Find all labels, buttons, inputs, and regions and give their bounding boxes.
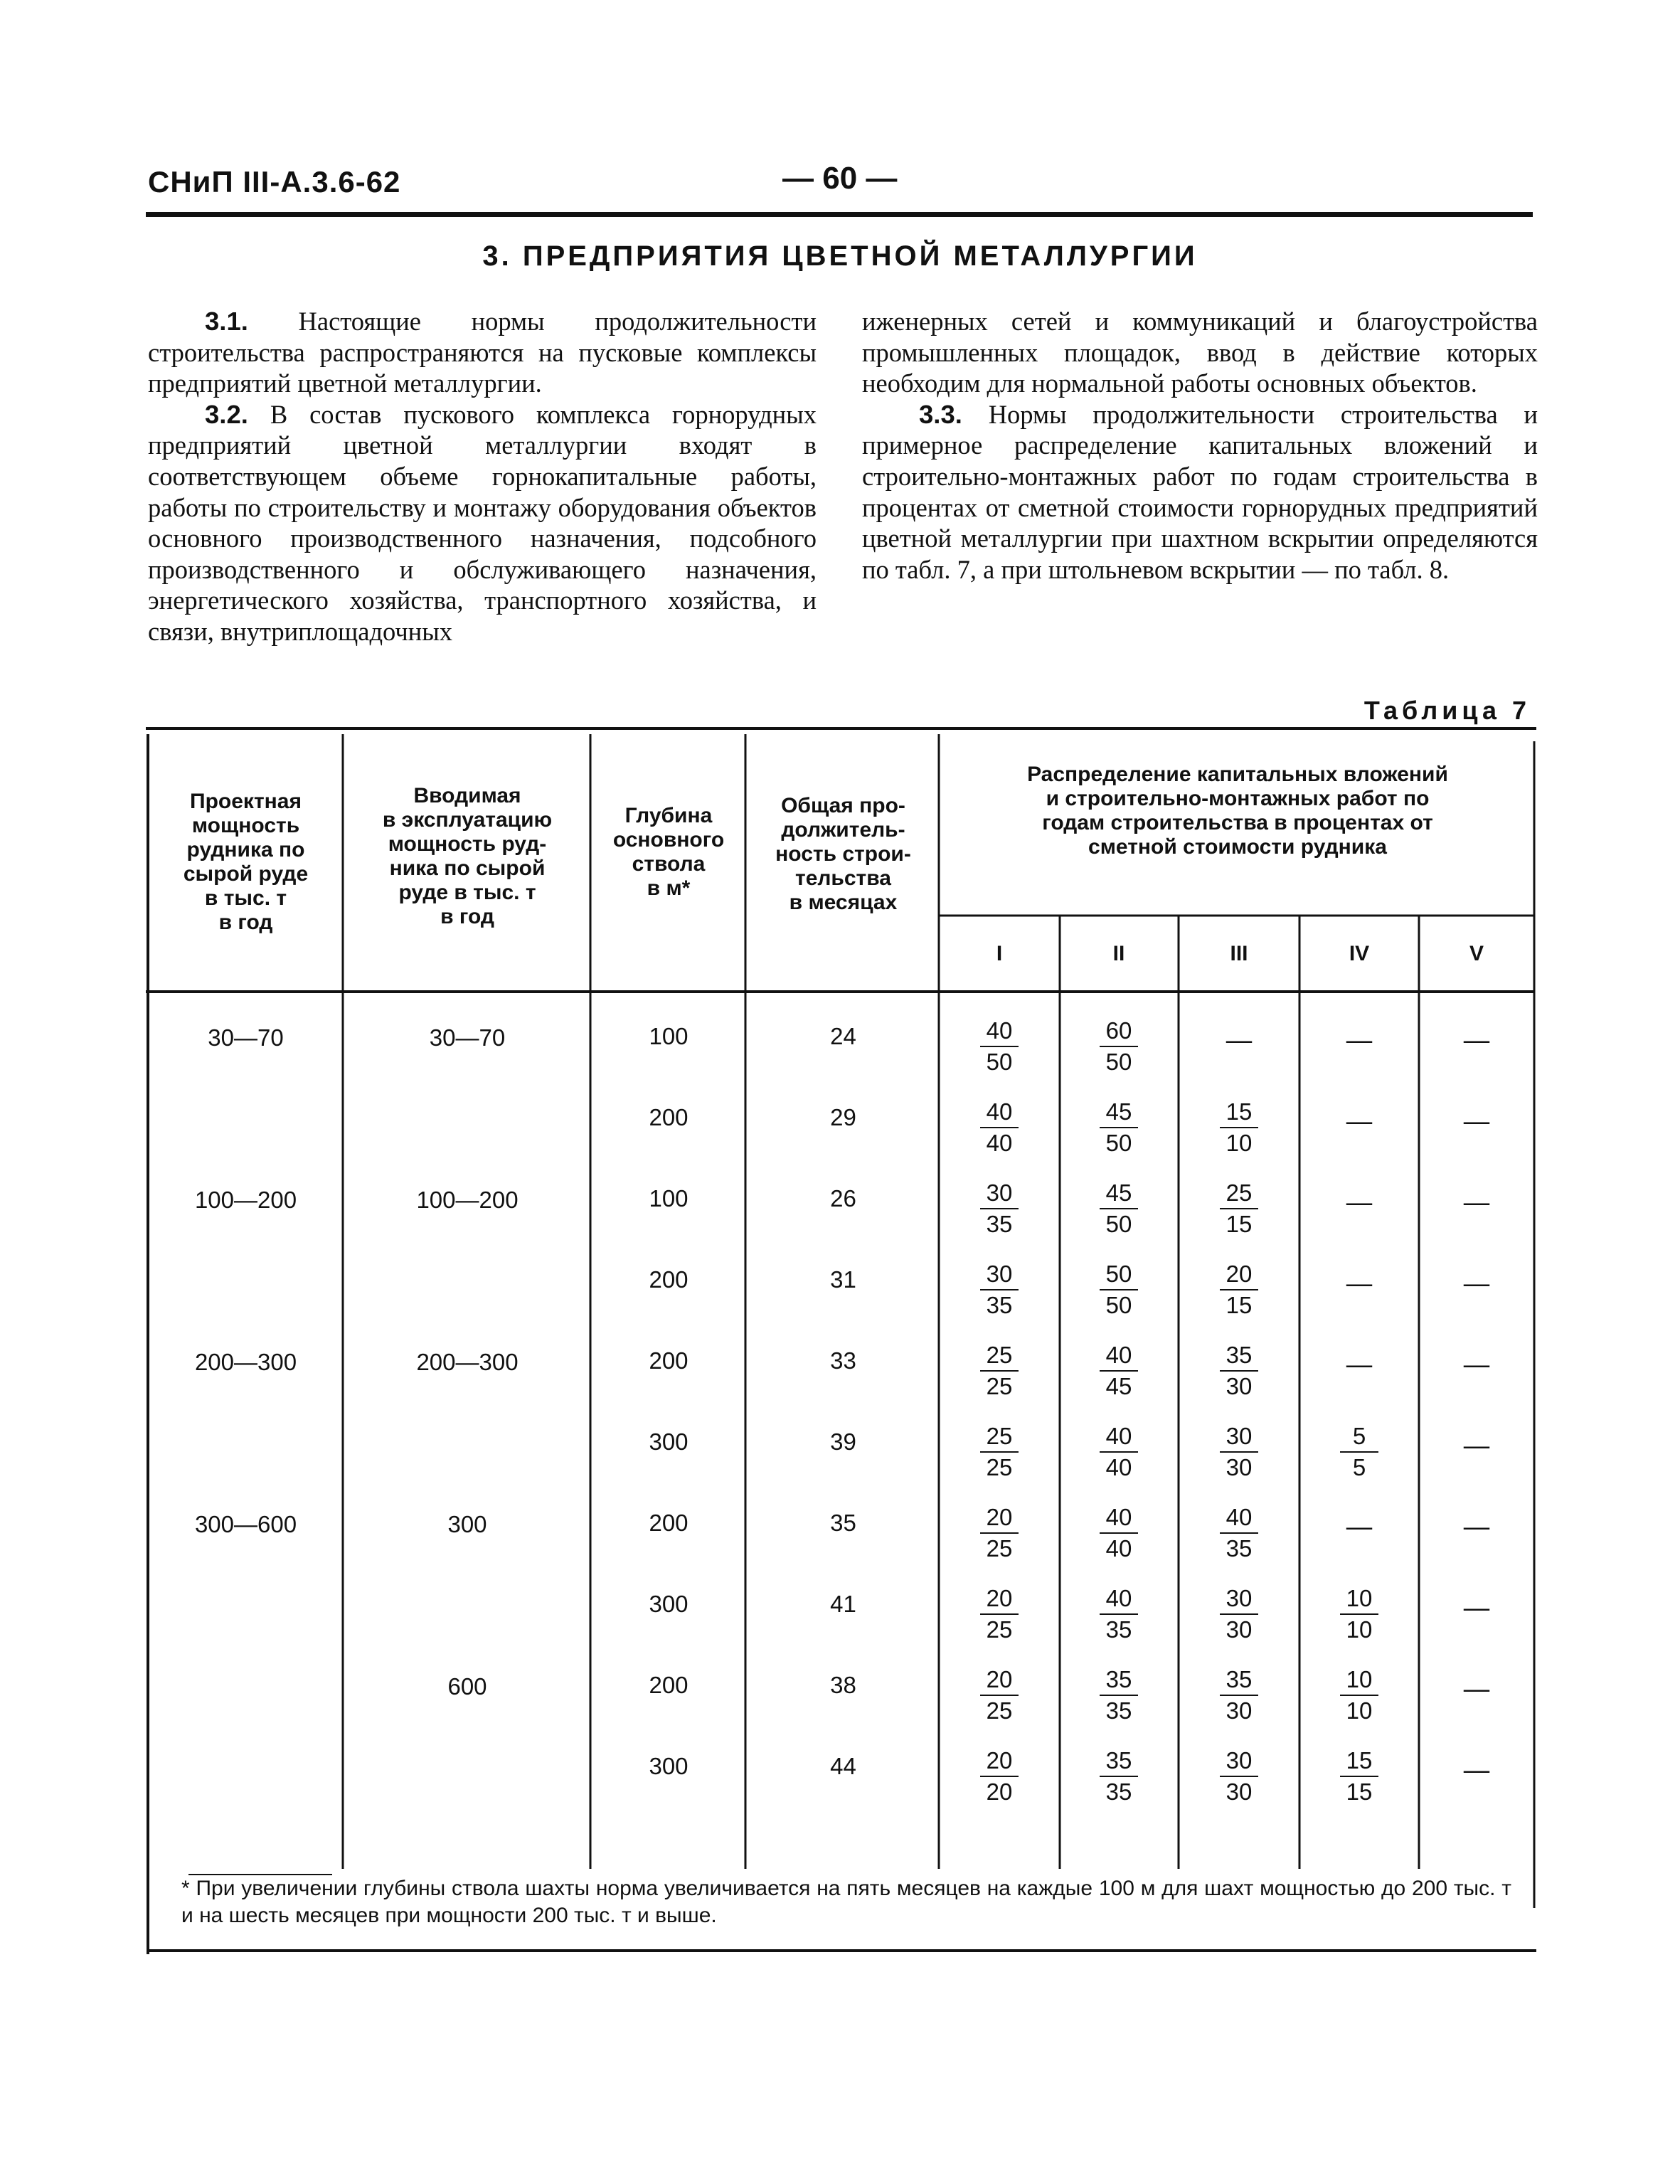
- header-line: сырой руде: [183, 862, 309, 886]
- header-line: в м*: [647, 876, 691, 900]
- fraction-construction: 15: [1226, 1211, 1253, 1237]
- cell-year-5-empty: —: [1464, 1674, 1489, 1702]
- cell-year-2-fraction: [1076, 1097, 1161, 1158]
- header-line: Глубина: [624, 804, 713, 827]
- header-line: и строительно-монтажных работ по: [1046, 787, 1430, 810]
- header-year-ii: II: [1112, 942, 1125, 965]
- document-code: СНиП III-А.3.6-62: [148, 165, 401, 198]
- cell-months: 24: [830, 1023, 856, 1049]
- fraction-capital: 10: [1340, 1665, 1378, 1696]
- header-line: Вводимая: [413, 784, 521, 807]
- fraction-construction: 15: [1346, 1779, 1373, 1805]
- cell-months: 38: [830, 1672, 856, 1698]
- cell-months: 26: [830, 1185, 856, 1212]
- header-line: ника по сырой: [389, 857, 546, 880]
- cell-months: 41: [830, 1591, 856, 1617]
- fraction-construction: 15: [1226, 1292, 1253, 1318]
- header-line: в тыс. т: [204, 886, 287, 910]
- fraction-construction: 5: [1352, 1454, 1366, 1480]
- cell-year-3-fraction: [1196, 1665, 1282, 1726]
- fraction-capital: 40: [1100, 1584, 1138, 1615]
- cell-depth: 300: [649, 1753, 689, 1779]
- header-distribution-group: [942, 763, 1533, 859]
- cell-year-4-fraction: [1317, 1584, 1402, 1645]
- header-line: годам строительства в процентах от: [1042, 811, 1433, 834]
- header-line: Проектная: [190, 790, 302, 813]
- cell-year-4-empty: —: [1346, 1350, 1372, 1378]
- fraction-capital: 30: [980, 1178, 1019, 1209]
- cell-year-2-fraction: [1076, 1584, 1161, 1645]
- header-line: ствола: [632, 852, 706, 876]
- header-year-iv: IV: [1349, 942, 1370, 965]
- fraction-capital: 35: [1100, 1746, 1138, 1777]
- cell-year-1-fraction: [957, 1259, 1042, 1320]
- paragraph-3-1: [148, 306, 817, 399]
- cell-year-1-fraction: [957, 1097, 1042, 1158]
- cell-year-3-fraction: [1196, 1502, 1282, 1564]
- header-rule: [146, 212, 1533, 217]
- fraction-capital: 20: [980, 1584, 1019, 1615]
- header-line: руде в тыс. т: [398, 881, 536, 904]
- cell-year-2-fraction: [1076, 1016, 1161, 1077]
- fraction-capital: 45: [1100, 1178, 1138, 1209]
- cell-months: 44: [830, 1753, 856, 1779]
- fraction-construction: 30: [1226, 1697, 1253, 1724]
- fraction-construction: 10: [1346, 1697, 1373, 1724]
- cell-year-4-fraction: [1317, 1421, 1402, 1483]
- header-design-capacity: [151, 790, 340, 935]
- fraction-construction: 35: [1105, 1697, 1132, 1724]
- cell-design: 100—200: [194, 1187, 297, 1213]
- cell-input: 600: [447, 1673, 487, 1700]
- cell-year-5-empty: —: [1464, 1755, 1489, 1783]
- cell-year-5-empty: —: [1464, 1350, 1489, 1378]
- fraction-capital: 35: [1100, 1665, 1138, 1696]
- fraction-capital: 30: [1220, 1584, 1258, 1615]
- fraction-capital: 30: [980, 1259, 1019, 1290]
- fraction-construction: 10: [1346, 1616, 1373, 1643]
- fraction-construction: 40: [1105, 1535, 1132, 1562]
- cell-year-2-fraction: [1076, 1259, 1161, 1320]
- cell-year-2-fraction: [1076, 1502, 1161, 1564]
- cell-year-5-empty: —: [1464, 1106, 1489, 1135]
- cell-months: 35: [830, 1510, 856, 1536]
- fraction-capital: 35: [1220, 1340, 1258, 1372]
- page-number: — 60 —: [782, 161, 898, 196]
- cell-year-4-fraction: [1317, 1746, 1402, 1807]
- header-year-i: I: [996, 942, 1003, 965]
- cell-year-2-fraction: [1076, 1665, 1161, 1726]
- fraction-construction: 35: [1105, 1779, 1132, 1805]
- cell-depth: 200: [649, 1104, 689, 1130]
- fraction-capital: 5: [1340, 1421, 1378, 1453]
- fraction-construction: 20: [986, 1779, 1013, 1805]
- cell-year-2-fraction: [1076, 1340, 1161, 1401]
- fraction-capital: 45: [1100, 1097, 1138, 1128]
- cell-year-4-empty: —: [1346, 1025, 1372, 1054]
- cell-design: 200—300: [194, 1349, 297, 1375]
- section-title: 3. ПРЕДПРИЯТИЯ ЦВЕТНОЙ МЕТАЛЛУРГИИ: [482, 240, 1198, 272]
- fraction-capital: 60: [1100, 1016, 1138, 1047]
- cell-year-4-empty: —: [1346, 1268, 1372, 1297]
- cell-year-3-fraction: [1196, 1178, 1282, 1239]
- cell-depth: 200: [649, 1510, 689, 1536]
- header-line: в эксплуатацию: [382, 808, 553, 832]
- paragraph-number: 3.3.: [919, 399, 962, 429]
- fraction-construction: 25: [986, 1454, 1013, 1480]
- cell-year-5-empty: —: [1464, 1187, 1489, 1216]
- cell-year-2-fraction: [1076, 1178, 1161, 1239]
- cell-depth: 300: [649, 1591, 689, 1617]
- header-line: сметной стоимости рудника: [1088, 835, 1387, 859]
- header-line: Общая про-: [781, 794, 905, 817]
- fraction-capital: 40: [980, 1097, 1019, 1128]
- header-year-iii: III: [1230, 942, 1248, 965]
- header-year-v: V: [1469, 942, 1484, 965]
- paragraph-3-2-continued: иженерных сетей и коммуникаций и благоустройства промышленных площадок, ввод в действие которых необходим для нормальной работы основных объектов.: [862, 307, 1538, 398]
- cell-year-3-fraction: [1196, 1259, 1282, 1320]
- fraction-construction: 25: [986, 1697, 1013, 1724]
- fraction-construction: 50: [1105, 1211, 1132, 1237]
- cell-input: 100—200: [416, 1187, 519, 1213]
- fraction-construction: 50: [986, 1049, 1013, 1075]
- cell-year-3-fraction: [1196, 1340, 1282, 1401]
- fraction-construction: 35: [986, 1292, 1013, 1318]
- cell-input: 30—70: [429, 1024, 506, 1051]
- cell-months: 29: [830, 1104, 856, 1130]
- cell-depth: 200: [649, 1672, 689, 1698]
- fraction-construction: 30: [1226, 1616, 1253, 1643]
- fraction-construction: 40: [1105, 1454, 1132, 1480]
- header-line: основного: [612, 828, 725, 852]
- cell-year-3-fraction: [1196, 1421, 1282, 1483]
- paragraph-text: В состав пускового комплекса горнорудных предприятий цветной металлургии входят в соответствующем объеме горнокапитальные работы, работы по строительству и монтажу оборудования объектов основного производственного назначения, подсобного производственного и обслуживающего назначения, энергетического хозяйства, транспортного хозяйства, и связи, внутриплощадочных: [148, 399, 817, 646]
- cell-year-5-empty: —: [1464, 1268, 1489, 1297]
- fraction-capital: 25: [980, 1340, 1019, 1372]
- cell-year-1-fraction: [957, 1340, 1042, 1401]
- fraction-construction: 25: [986, 1373, 1013, 1399]
- header-line: мощность руд-: [388, 832, 547, 856]
- cell-year-1-fraction: [957, 1016, 1042, 1077]
- cell-year-1-fraction: [957, 1746, 1042, 1807]
- fraction-capital: 15: [1340, 1746, 1378, 1777]
- fraction-construction: 35: [1226, 1535, 1253, 1562]
- fraction-capital: 40: [1220, 1502, 1258, 1534]
- fraction-capital: 40: [1100, 1502, 1138, 1534]
- fraction-construction: 40: [986, 1130, 1013, 1156]
- fraction-construction: 50: [1105, 1292, 1132, 1318]
- cell-depth: 300: [649, 1428, 689, 1455]
- paragraph-number: 3.2.: [205, 399, 248, 429]
- fraction-capital: 30: [1220, 1421, 1258, 1453]
- fraction-construction: 35: [1105, 1616, 1132, 1643]
- header-line: в год: [440, 905, 494, 928]
- table-footnote: * При увеличении глубины ствола шахты норма увеличивается на пять месяцев на каждые 100 м для шахт мощностью до 200 тыс. т и на шесть месяцев при мощности 200 тыс. т и выше.: [181, 1877, 1511, 1927]
- fraction-capital: 50: [1100, 1259, 1138, 1290]
- header-line: Распределение капитальных вложений: [1027, 763, 1448, 786]
- fraction-construction: 35: [986, 1211, 1013, 1237]
- cell-depth: 100: [649, 1185, 689, 1212]
- cell-input: 300: [447, 1511, 487, 1537]
- fraction-capital: 35: [1220, 1665, 1258, 1696]
- cell-year-1-fraction: [957, 1584, 1042, 1645]
- paragraph-number: 3.1.: [205, 307, 248, 336]
- fraction-capital: 20: [980, 1502, 1019, 1534]
- fraction-capital: 20: [980, 1746, 1019, 1777]
- table-caption: Таблица 7: [1363, 696, 1531, 725]
- fraction-construction: 30: [1226, 1454, 1253, 1480]
- fraction-construction: 10: [1226, 1130, 1253, 1156]
- cell-year-3-empty: —: [1226, 1025, 1252, 1054]
- fraction-capital: 20: [1220, 1259, 1258, 1290]
- cell-input: 200—300: [416, 1349, 519, 1375]
- cell-year-1-fraction: [957, 1421, 1042, 1483]
- paragraph-3-2: [148, 399, 817, 647]
- cell-design: 300—600: [194, 1511, 297, 1537]
- paragraph-text: Настоящие нормы продолжительности строительства распространяются на пусковые комплексы предприятий цветной металлургии.: [148, 307, 817, 398]
- cell-year-5-empty: —: [1464, 1593, 1489, 1621]
- cell-design: 30—70: [208, 1024, 284, 1051]
- cell-year-5-empty: —: [1464, 1025, 1489, 1054]
- fraction-capital: 15: [1220, 1097, 1258, 1128]
- header-line: в месяцах: [789, 891, 898, 914]
- fraction-capital: 40: [1100, 1421, 1138, 1453]
- fraction-construction: 50: [1105, 1049, 1132, 1075]
- cell-year-1-fraction: [957, 1502, 1042, 1564]
- cell-months: 39: [830, 1428, 856, 1455]
- fraction-capital: 40: [1100, 1340, 1138, 1372]
- fraction-capital: 10: [1340, 1584, 1378, 1615]
- cell-depth: 200: [649, 1266, 689, 1293]
- cell-year-5-empty: —: [1464, 1512, 1489, 1540]
- header-line: тельства: [795, 866, 891, 890]
- cell-depth: 100: [649, 1023, 689, 1049]
- cell-year-2-fraction: [1076, 1746, 1161, 1807]
- fraction-capital: 30: [1220, 1746, 1258, 1777]
- cell-depth: 200: [649, 1347, 689, 1374]
- fraction-construction: 30: [1226, 1779, 1253, 1805]
- fraction-construction: 30: [1226, 1373, 1253, 1399]
- cell-year-3-fraction: [1196, 1746, 1282, 1807]
- cell-year-3-fraction: [1196, 1097, 1282, 1158]
- fraction-capital: 25: [1220, 1178, 1258, 1209]
- table-7: [146, 727, 1540, 1958]
- cell-year-3-fraction: [1196, 1584, 1282, 1645]
- fraction-capital: 40: [980, 1016, 1019, 1047]
- header-line: рудника по: [186, 838, 305, 862]
- cell-months: 31: [830, 1266, 856, 1293]
- header-line: в год: [218, 911, 273, 934]
- cell-year-2-fraction: [1076, 1421, 1161, 1483]
- cell-year-4-fraction: [1317, 1665, 1402, 1726]
- header-line: должитель-: [781, 818, 905, 842]
- paragraph-3-3: [862, 399, 1538, 585]
- header-line: ность строи-: [775, 842, 911, 866]
- cell-year-4-empty: —: [1346, 1512, 1372, 1540]
- fraction-capital: 25: [980, 1421, 1019, 1453]
- fraction-construction: 25: [986, 1535, 1013, 1562]
- fraction-construction: 45: [1105, 1373, 1132, 1399]
- fraction-construction: 25: [986, 1616, 1013, 1643]
- cell-year-4-empty: —: [1346, 1187, 1372, 1216]
- header-input-capacity: [346, 784, 588, 929]
- header-shaft-depth: [594, 804, 743, 901]
- paragraph-text: Нормы продолжительности строительства и примерное распределение капитальных вложений и строительно-монтажных работ по годам строительства в процентах от сметной стоимости горнорудных предприятий цветной металлургии при шахтном вскрытии определяются по табл. 7, а при штольневом вскрытии — по табл. 8.: [862, 399, 1538, 584]
- cell-months: 33: [830, 1347, 856, 1374]
- fraction-construction: 50: [1105, 1130, 1132, 1156]
- cell-year-4-empty: —: [1346, 1106, 1372, 1135]
- header-line: мощность: [191, 814, 300, 837]
- text-column-right: [862, 306, 1538, 585]
- fraction-capital: 20: [980, 1665, 1019, 1696]
- cell-year-5-empty: —: [1464, 1431, 1489, 1459]
- text-column-left: [148, 306, 817, 647]
- cell-year-1-fraction: [957, 1178, 1042, 1239]
- cell-year-1-fraction: [957, 1665, 1042, 1726]
- header-duration: [749, 794, 937, 915]
